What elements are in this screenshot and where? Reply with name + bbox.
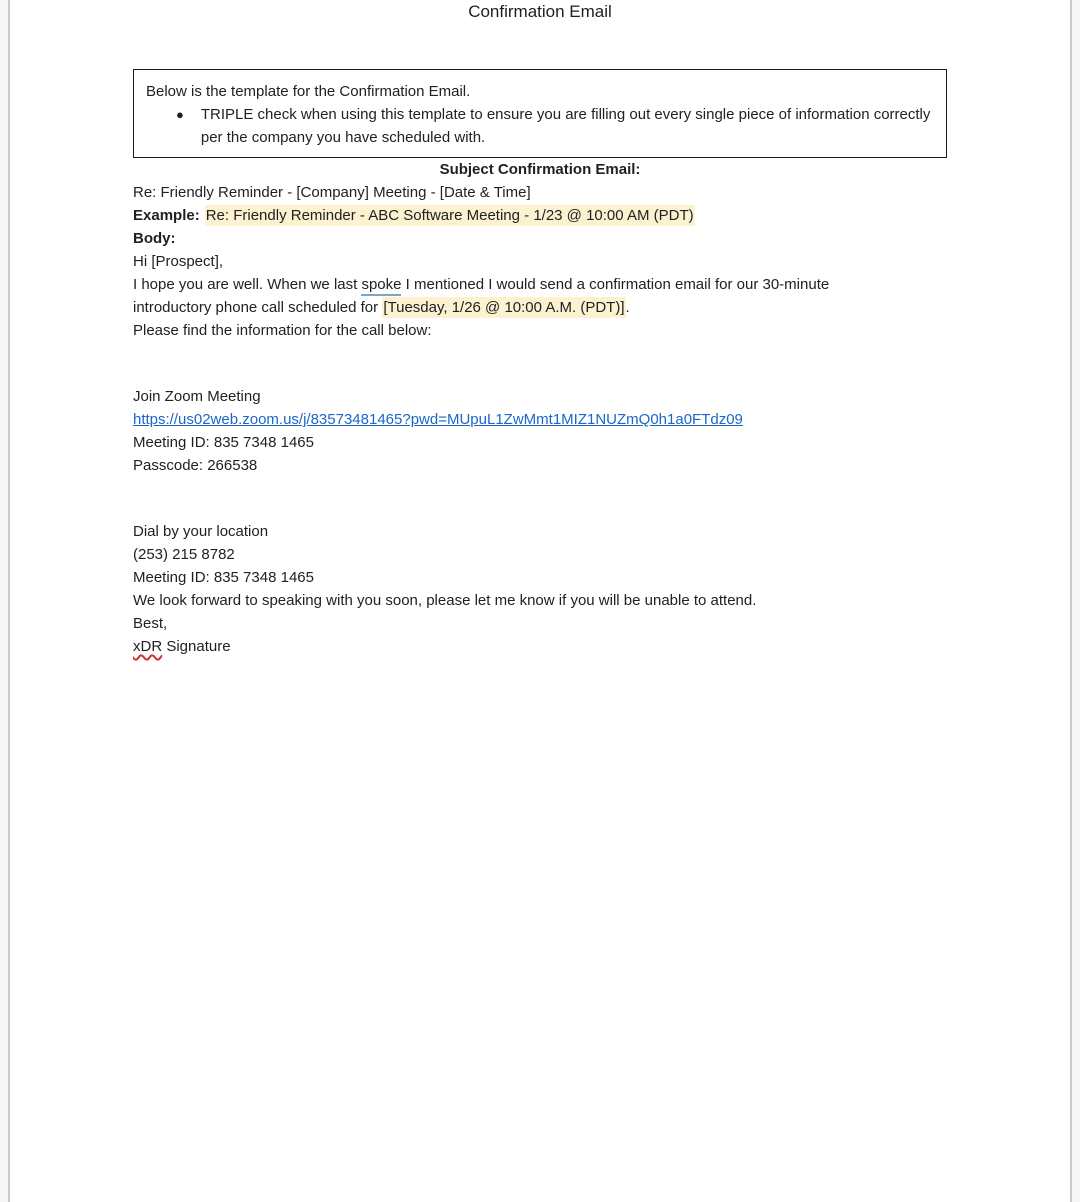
subject-template-line: Re: Friendly Reminder - [Company] Meeting - [Date & Time] — [133, 184, 531, 201]
example-highlighted-value: Re: Friendly Reminder - ABC Software Meeting - 1/23 @ 10:00 AM (PDT) — [205, 207, 694, 224]
note-intro: Below is the template for the Confirmation Email. — [146, 83, 471, 100]
greeting-line: Hi [Prospect], — [133, 253, 224, 270]
document-title: Confirmation Email — [468, 2, 612, 21]
dial-meeting-id: Meeting ID: 835 7348 1465 — [133, 569, 314, 586]
dial-in-block — [133, 520, 947, 589]
signature-text: Signature — [162, 638, 231, 655]
example-line — [133, 204, 947, 227]
closing-line: We look forward to speaking with you soon, please let me know if you will be unable to attend. — [133, 592, 757, 609]
paragraph-text: I mentioned I would send a confirmation email for our 30-minute — [401, 276, 830, 293]
zoom-meeting-link[interactable]: https://us02web.zoom.us/j/83573481465?pwd=MUpuL1ZwMmt1MIZ1NUZmQ0h1a0FTdz09 — [133, 411, 743, 428]
intro-paragraph — [133, 273, 947, 319]
zoom-meeting-block — [133, 385, 947, 477]
zoom-meeting-id: Meeting ID: 835 7348 1465 — [133, 434, 314, 451]
document-page — [8, 0, 1072, 1202]
dial-label: Dial by your location — [133, 523, 269, 540]
example-label: Example: — [133, 207, 200, 224]
paragraph-text: I hope you are well. When we last — [133, 276, 362, 293]
document-content — [10, 0, 1070, 658]
join-zoom-label: Join Zoom Meeting — [133, 388, 261, 405]
note-box — [133, 69, 947, 158]
spellcheck-underlined-word: xDR — [133, 638, 163, 655]
zoom-passcode: Passcode: 266538 — [133, 457, 258, 474]
subject-heading: Subject Confirmation Email: — [439, 161, 641, 178]
dial-phone-number: (253) 215 8782 — [133, 546, 235, 563]
note-bullet-item — [146, 103, 934, 149]
signature-line — [133, 635, 947, 658]
meeting-datetime-highlight: [Tuesday, 1/26 @ 10:00 A.M. (PDT)] — [383, 299, 625, 316]
signoff-line: Best, — [133, 615, 168, 632]
paragraph-text: introductory phone call scheduled for — [133, 299, 383, 316]
grammar-underlined-word: spoke — [361, 276, 401, 296]
call-info-intro: Please find the information for the call below: — [133, 322, 432, 339]
paragraph-text: . — [625, 299, 630, 316]
body-heading: Body: — [133, 230, 176, 247]
zoom-link-line — [133, 408, 947, 431]
note-bullet-text: TRIPLE check when using this template to ensure you are filling out every single piece of information correctly per the company you have scheduled with. — [200, 106, 931, 146]
bullet-icon: ● — [176, 107, 184, 122]
